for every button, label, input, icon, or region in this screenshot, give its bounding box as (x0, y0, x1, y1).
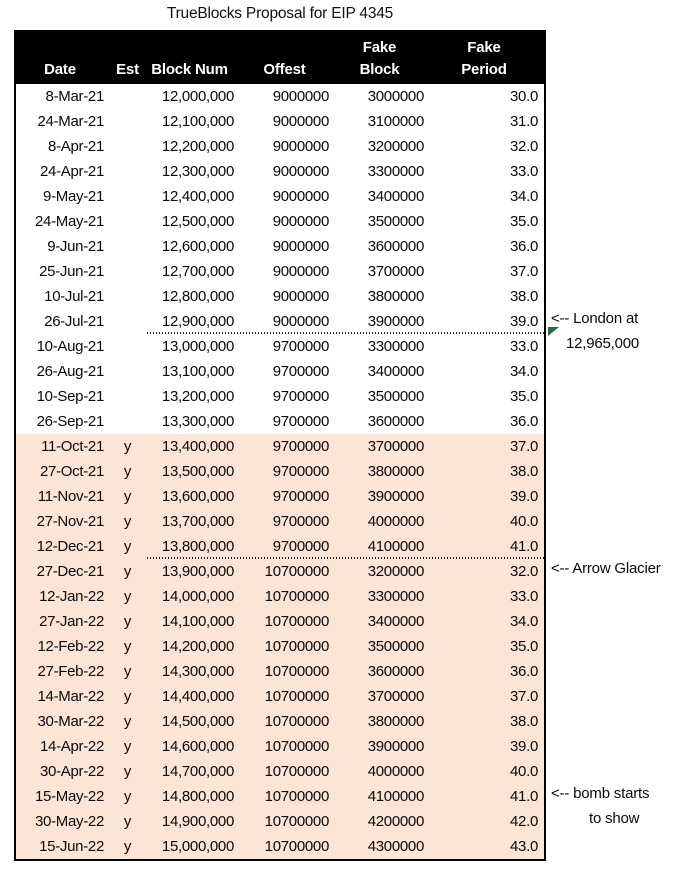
cell-offest: 9700000 (272, 338, 329, 355)
table-row (16, 184, 544, 209)
header-cell-est (110, 32, 145, 84)
cell-fake_block: 3800000 (367, 713, 424, 730)
cell-fake_block: 3400000 (367, 363, 424, 380)
cell-block_num: 13,200,000 (161, 388, 234, 405)
table-row (16, 659, 544, 684)
cell-block_num: 13,300,000 (161, 413, 234, 430)
comment-flag-icon (548, 327, 559, 336)
cell-block_num: 14,200,000 (161, 638, 234, 655)
cell-date: 24-May-21 (35, 213, 104, 230)
cell-fake_period: 37.0 (510, 688, 538, 705)
cell-offest: 10700000 (264, 713, 329, 730)
table-row (16, 259, 544, 284)
cell-block_num: 13,700,000 (161, 513, 234, 530)
cell-date: 27-Dec-21 (36, 563, 104, 580)
cell-date: 30-May-22 (35, 813, 104, 830)
cell-block_num: 14,500,000 (161, 713, 234, 730)
table-row (16, 209, 544, 234)
cell-fake_period: 32.0 (510, 563, 538, 580)
cell-block_num: 12,600,000 (161, 238, 234, 255)
cell-fake_block: 3300000 (367, 163, 424, 180)
cell-est: y (123, 613, 132, 630)
cell-fake_period: 33.0 (510, 163, 538, 180)
cell-date: 12-Dec-21 (36, 538, 104, 555)
cell-est: y (123, 838, 132, 855)
cell-fake_period: 34.0 (510, 613, 538, 630)
cell-fake_period: 38.0 (510, 713, 538, 730)
table-row (16, 159, 544, 184)
table-row (16, 584, 544, 609)
cell-est: y (123, 738, 132, 755)
cell-block_num: 13,500,000 (161, 463, 234, 480)
cell-date: 27-Jan-22 (39, 613, 104, 630)
cell-date: 14-Mar-22 (37, 688, 104, 705)
cell-offest: 9000000 (272, 138, 329, 155)
cell-fake_block: 4100000 (367, 788, 424, 805)
cell-date: 27-Oct-21 (40, 463, 104, 480)
cell-offest: 9700000 (272, 488, 329, 505)
cell-est: y (123, 763, 132, 780)
cell-fake_block: 3400000 (367, 613, 424, 630)
cell-fake_period: 41.0 (510, 538, 538, 555)
cell-date: 25-Jun-21 (39, 263, 104, 280)
cell-fake_block: 3600000 (367, 238, 424, 255)
cell-fake_block: 4300000 (367, 838, 424, 855)
cell-block_num: 12,500,000 (161, 213, 234, 230)
header-cell-block-num (145, 32, 240, 84)
table-row (16, 234, 544, 259)
cell-fake_block: 3200000 (367, 138, 424, 155)
cell-fake_period: 41.0 (510, 788, 538, 805)
cell-fake_period: 37.0 (510, 263, 538, 280)
cell-offest: 9700000 (272, 388, 329, 405)
cell-date: 11-Nov-21 (37, 488, 104, 505)
cell-date: 24-Mar-21 (37, 113, 104, 130)
cell-offest: 9000000 (272, 188, 329, 205)
cell-date: 15-May-22 (35, 788, 104, 805)
cell-fake_block: 3900000 (367, 738, 424, 755)
cell-fake_block: 3300000 (367, 338, 424, 355)
table-row (16, 759, 544, 784)
cell-block_num: 12,900,000 (161, 313, 234, 330)
header-cell-fake-period (430, 32, 544, 84)
header-fake-block-line1: Fake (362, 39, 397, 56)
cell-offest: 10700000 (264, 788, 329, 805)
cell-fake_block: 4000000 (367, 513, 424, 530)
cell-est (110, 84, 145, 109)
cell-fake_block: 3500000 (367, 638, 424, 655)
cell-fake_period: 33.0 (510, 338, 538, 355)
table-row (16, 284, 544, 309)
cell-fake_period: 33.0 (510, 588, 538, 605)
cell-fake_period: 30.0 (510, 88, 538, 105)
cell-est (110, 209, 145, 234)
table-row (16, 384, 544, 409)
cell-fake_period: 34.0 (510, 188, 538, 205)
cell-est: y (123, 638, 132, 655)
cell-est: y (123, 513, 132, 530)
cell-offest: 9700000 (272, 463, 329, 480)
cell-fake_period: 40.0 (510, 763, 538, 780)
cell-est: y (123, 438, 132, 455)
cell-fake_period: 38.0 (510, 463, 538, 480)
cell-est: y (123, 713, 132, 730)
cell-offest: 10700000 (264, 638, 329, 655)
cell-offest: 10700000 (264, 663, 329, 680)
cell-date: 9-May-21 (43, 188, 104, 205)
cell-fake_period: 35.0 (510, 388, 538, 405)
header-fake-block-line2: Block (359, 61, 400, 78)
cell-est (110, 159, 145, 184)
cell-est (110, 134, 145, 159)
cell-est: y (123, 488, 132, 505)
table-row (16, 834, 544, 859)
cell-date: 30-Mar-22 (37, 713, 104, 730)
annotation-bomb-line2: to show (589, 810, 640, 827)
cell-block_num: 12,100,000 (161, 113, 234, 130)
cell-block_num: 12,800,000 (161, 288, 234, 305)
cell-fake_period: 40.0 (510, 513, 538, 530)
cell-date: 10-Jul-21 (44, 288, 104, 305)
cell-date: 15-Jun-22 (39, 838, 104, 855)
cell-offest: 10700000 (264, 813, 329, 830)
cell-offest: 9700000 (272, 513, 329, 530)
annotation-london-line2: 12,965,000 (566, 335, 640, 352)
cell-offest: 9000000 (272, 263, 329, 280)
cell-date: 27-Nov-21 (36, 513, 104, 530)
cell-block_num: 13,600,000 (161, 488, 234, 505)
cell-fake_block: 3500000 (367, 388, 424, 405)
table-header-row (16, 32, 544, 84)
annotation-london-line1: <-- London at (551, 310, 639, 327)
cell-date: 26-Jul-21 (44, 313, 104, 330)
cell-date: 8-Mar-21 (45, 88, 104, 105)
cell-est (110, 334, 145, 359)
cell-fake_period: 36.0 (510, 238, 538, 255)
table-row (16, 84, 544, 109)
cell-fake_period: 42.0 (510, 813, 538, 830)
cell-fake_block: 3900000 (367, 313, 424, 330)
cell-fake_block: 3000000 (367, 88, 424, 105)
cell-date: 12-Feb-22 (37, 638, 104, 655)
cell-date: 24-Apr-21 (39, 163, 104, 180)
cell-block_num: 13,900,000 (161, 563, 234, 580)
cell-fake_block: 3800000 (367, 463, 424, 480)
cell-offest: 9000000 (272, 113, 329, 130)
table-row (16, 709, 544, 734)
table-row (16, 134, 544, 159)
cell-est: y (123, 563, 132, 580)
cell-block_num: 13,800,000 (161, 538, 234, 555)
cell-fake_period: 43.0 (510, 838, 538, 855)
cell-est: y (123, 663, 132, 680)
cell-fake_block: 3700000 (367, 688, 424, 705)
cell-date: 11-Oct-21 (41, 438, 104, 455)
header-fake-period-line2: Period (461, 61, 507, 78)
proposal-table (14, 30, 546, 861)
cell-offest: 10700000 (264, 688, 329, 705)
cell-block_num: 15,000,000 (161, 838, 234, 855)
cell-block_num: 14,900,000 (161, 813, 234, 830)
cell-fake_period: 39.0 (510, 488, 538, 505)
cell-offest: 9000000 (272, 288, 329, 305)
cell-fake_block: 3600000 (367, 663, 424, 680)
cell-block_num: 14,600,000 (161, 738, 234, 755)
table-row (16, 459, 544, 484)
table-row (16, 109, 544, 134)
table-row (16, 334, 544, 359)
cell-date: 10-Aug-21 (36, 338, 104, 355)
header-cell-fake-block (335, 32, 430, 84)
cell-block_num: 14,000,000 (161, 588, 234, 605)
cell-fake_block: 3800000 (367, 288, 424, 305)
cell-fake_block: 4200000 (367, 813, 424, 830)
table-row (16, 784, 544, 809)
cell-fake_block: 3500000 (367, 213, 424, 230)
cell-offest: 9700000 (272, 363, 329, 380)
table-row (16, 309, 544, 334)
cell-fake_period: 35.0 (510, 638, 538, 655)
cell-fake_period: 34.0 (510, 363, 538, 380)
header-est-line2: Est (116, 61, 139, 78)
cell-est (110, 234, 145, 259)
cell-fake_period: 38.0 (510, 288, 538, 305)
cell-est (110, 109, 145, 134)
cell-offest: 10700000 (264, 613, 329, 630)
cell-date: 10-Sep-21 (36, 388, 104, 405)
table-row (16, 434, 544, 459)
cell-block_num: 13,400,000 (161, 438, 234, 455)
cell-fake_block: 3900000 (367, 488, 424, 505)
header-block-num-line2: Block Num (151, 61, 228, 78)
cell-date: 12-Jan-22 (39, 588, 104, 605)
cell-offest: 9700000 (272, 438, 329, 455)
cell-date: 9-Jun-21 (47, 238, 104, 255)
cell-block_num: 12,300,000 (161, 163, 234, 180)
header-cell-date (16, 32, 110, 84)
cell-block_num: 14,400,000 (161, 688, 234, 705)
cell-est (110, 409, 145, 434)
cell-block_num: 12,200,000 (161, 138, 234, 155)
cell-est: y (123, 813, 132, 830)
cell-fake_period: 32.0 (510, 138, 538, 155)
cell-offest: 9700000 (272, 413, 329, 430)
cell-fake_block: 3700000 (367, 438, 424, 455)
cell-fake_period: 36.0 (510, 413, 538, 430)
cell-est: y (123, 463, 132, 480)
cell-block_num: 14,800,000 (161, 788, 234, 805)
table-body (16, 84, 544, 859)
cell-est (110, 384, 145, 409)
cell-block_num: 12,000,000 (161, 88, 234, 105)
cell-fake_period: 31.0 (510, 113, 538, 130)
cell-offest: 9000000 (272, 313, 329, 330)
cell-offest: 9000000 (272, 213, 329, 230)
cell-offest: 9000000 (272, 163, 329, 180)
cell-fake_period: 36.0 (510, 663, 538, 680)
cell-offest: 10700000 (264, 763, 329, 780)
annotation-arrow-glacier: <-- Arrow Glacier (551, 560, 661, 577)
cell-date: 26-Aug-21 (36, 363, 104, 380)
cell-fake_block: 3400000 (367, 188, 424, 205)
header-offest-line2: Offest (263, 61, 306, 78)
cell-block_num: 12,400,000 (161, 188, 234, 205)
cell-block_num: 14,300,000 (161, 663, 234, 680)
cell-block_num: 13,100,000 (161, 363, 234, 380)
cell-block_num: 13,000,000 (161, 338, 234, 355)
cell-offest: 9700000 (272, 538, 329, 555)
cell-date: 8-Apr-21 (48, 138, 104, 155)
cell-fake_period: 39.0 (510, 313, 538, 330)
header-date-line2: Date (44, 61, 76, 78)
cell-offest: 10700000 (264, 563, 329, 580)
cell-est (110, 184, 145, 209)
table-row (16, 559, 544, 584)
cell-fake_block: 4000000 (367, 763, 424, 780)
cell-date: 30-Apr-22 (39, 763, 104, 780)
cell-fake_period: 39.0 (510, 738, 538, 755)
table-row (16, 484, 544, 509)
cell-offest: 9000000 (272, 238, 329, 255)
cell-est: y (123, 538, 132, 555)
cell-fake_block: 3100000 (367, 113, 424, 130)
cell-est (110, 284, 145, 309)
annotation-bomb-line1: <-- bomb starts (551, 785, 650, 802)
table-row (16, 609, 544, 634)
page-title: TrueBlocks Proposal for EIP 4345 (166, 5, 394, 22)
table-row (16, 684, 544, 709)
cell-offest: 9000000 (272, 88, 329, 105)
cell-fake_block: 4100000 (367, 538, 424, 555)
cell-fake_block: 3600000 (367, 413, 424, 430)
table-row (16, 734, 544, 759)
table-row (16, 634, 544, 659)
table-row (16, 359, 544, 384)
header-cell-offest (240, 32, 335, 84)
cell-est: y (123, 588, 132, 605)
cell-fake_block: 3200000 (367, 563, 424, 580)
cell-fake_period: 35.0 (510, 213, 538, 230)
cell-date: 27-Feb-22 (37, 663, 104, 680)
cell-fake_block: 3300000 (367, 588, 424, 605)
cell-offest: 10700000 (264, 838, 329, 855)
cell-date: 14-Apr-22 (39, 738, 104, 755)
cell-offest: 10700000 (264, 588, 329, 605)
cell-est (110, 359, 145, 384)
cell-offest: 10700000 (264, 738, 329, 755)
header-fake-period-line1: Fake (467, 39, 501, 56)
cell-est (110, 259, 145, 284)
cell-est: y (123, 788, 132, 805)
table-row (16, 534, 544, 559)
table-row (16, 509, 544, 534)
cell-block_num: 14,100,000 (161, 613, 234, 630)
cell-date: 26-Sep-21 (36, 413, 104, 430)
cell-fake_period: 37.0 (510, 438, 538, 455)
table-row (16, 809, 544, 834)
cell-block_num: 12,700,000 (161, 263, 234, 280)
cell-fake_block: 3700000 (367, 263, 424, 280)
cell-block_num: 14,700,000 (161, 763, 234, 780)
cell-est (110, 309, 145, 334)
cell-est: y (123, 688, 132, 705)
table-row (16, 409, 544, 434)
